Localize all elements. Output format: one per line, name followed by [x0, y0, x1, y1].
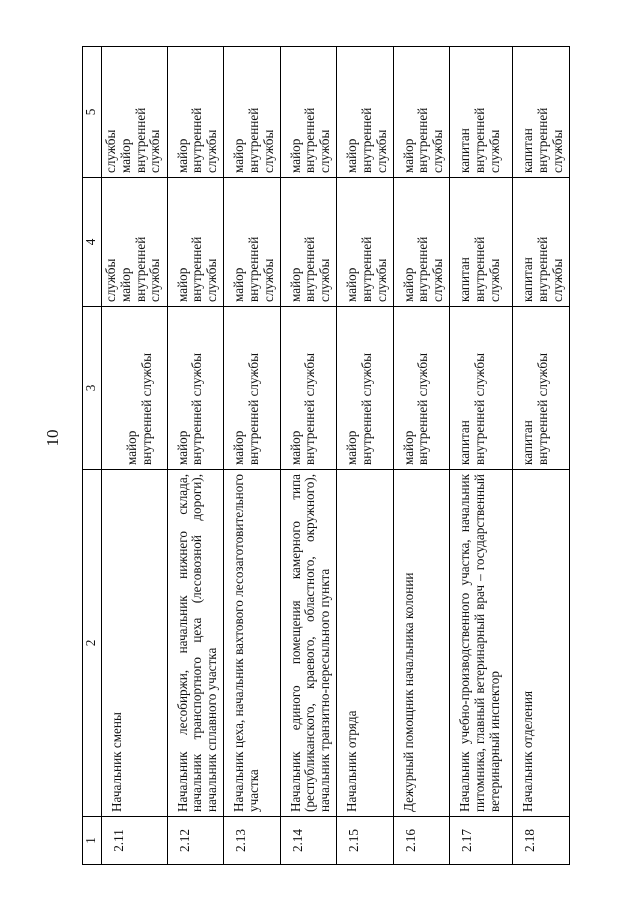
ranks-table: [82, 46, 570, 865]
rank-line: службы: [147, 129, 163, 173]
rank-col-3: [393, 307, 450, 470]
position-name: Начальник единого помещения камерного типа (республиканского, краевого, областного, окружного), начальник транзитно-пересыльного пункта: [280, 470, 337, 817]
rank-col-4: [224, 178, 281, 307]
rank-line: службы: [147, 258, 163, 302]
rank-line: службы: [103, 129, 118, 173]
page-number: 10: [43, 429, 62, 447]
rank-line: службы: [373, 129, 389, 173]
table-row: [513, 47, 570, 865]
table-row: [450, 47, 513, 865]
table-row: [224, 47, 281, 865]
rank-line: службы: [373, 258, 389, 302]
rank-line: майор: [344, 138, 360, 173]
row-number: 2.12: [167, 817, 224, 865]
rank-col-4: [450, 178, 513, 307]
rank-line: внутренней: [189, 236, 205, 302]
table-row: [167, 47, 224, 865]
rank-line: внутренней: [358, 236, 374, 302]
rank-line: внутренней: [415, 107, 431, 173]
rank-line: внутренней службы: [471, 353, 487, 465]
position-name: Дежурный помощник начальника колонии: [393, 470, 450, 817]
rank-line: внутренней: [132, 236, 148, 302]
rank-line: внутренней службы: [245, 353, 261, 465]
header-col-2: 2: [83, 470, 102, 817]
rank-line: внутренней: [471, 107, 487, 173]
rank-col-5: [167, 47, 224, 178]
row-number: 2.16: [393, 817, 450, 865]
rank-line: внутренней службы: [302, 353, 318, 465]
rank-line: майор: [174, 138, 190, 173]
rank-col-5: [513, 47, 570, 178]
rank-col-3: [513, 307, 570, 470]
rank-col-5: [224, 47, 281, 178]
table-header-row: [83, 47, 102, 865]
header-col-4: 4: [83, 178, 102, 307]
rank-line: майор: [123, 430, 139, 465]
rank-col-5: [393, 47, 450, 178]
rank-col-3: [102, 307, 168, 470]
rank-line: службы: [430, 258, 446, 302]
rank-col-4: [102, 178, 168, 307]
position-name: Начальник отделения: [513, 470, 570, 817]
rank-col-3: [450, 307, 513, 470]
table-body: [102, 47, 570, 865]
rank-line: внутренней: [535, 236, 551, 302]
rank-col-5: [102, 47, 168, 178]
rank-line: майор: [344, 430, 360, 465]
header-col-1: 1: [83, 817, 102, 865]
rank-line: капитан: [520, 420, 536, 465]
rank-line: внутренней: [245, 236, 261, 302]
row-number: 2.11: [102, 817, 168, 865]
rank-line: капитан: [457, 257, 473, 302]
rank-line: внутренней: [471, 236, 487, 302]
rank-line: службы: [430, 129, 446, 173]
rank-line: внутренней: [358, 107, 374, 173]
rank-line: внутренней службы: [358, 353, 374, 465]
rank-line: внутренней: [302, 236, 318, 302]
rank-line: [110, 311, 125, 465]
table-row: [280, 47, 337, 865]
rank-col-4: [337, 178, 394, 307]
rank-line: майор: [174, 430, 190, 465]
rank-col-5: [337, 47, 394, 178]
rank-col-5: [280, 47, 337, 178]
rank-line: капитан: [457, 128, 473, 173]
rank-line: службы: [550, 258, 566, 302]
table-row: [102, 47, 168, 865]
position-name: Начальник отряда: [337, 470, 394, 817]
rank-line: внутренней службы: [138, 353, 154, 465]
position-name: Начальник смены: [102, 470, 168, 817]
rank-line: майор: [117, 138, 133, 173]
rank-col-3: [224, 307, 281, 470]
rank-line: внутренней: [189, 107, 205, 173]
position-name: Начальник цеха, начальник вахтового лесозаготовительного участка: [224, 470, 281, 817]
rank-col-4: [513, 178, 570, 307]
row-number: 2.15: [337, 817, 394, 865]
rank-line: майор: [117, 267, 133, 302]
rank-line: службы: [103, 258, 118, 302]
rank-line: внутренней службы: [535, 353, 551, 465]
rank-col-3: [280, 307, 337, 470]
rank-line: майор: [231, 430, 247, 465]
rank-line: внутренней: [245, 107, 261, 173]
row-number: 2.17: [450, 817, 513, 865]
rank-line: капитан: [520, 128, 536, 173]
row-number: 2.18: [513, 817, 570, 865]
row-number: 2.14: [280, 817, 337, 865]
rank-col-3: [167, 307, 224, 470]
rank-line: майор: [231, 267, 247, 302]
position-name: Начальник лесобиржи, начальник нижнего склада, начальник транспортного цеха (лесовозной дороги), начальник сплавного участка: [167, 470, 224, 817]
rank-line: службы: [486, 129, 502, 173]
rank-line: капитан: [520, 257, 536, 302]
row-number: 2.13: [224, 817, 281, 865]
table-row: [337, 47, 394, 865]
rank-line: службы: [260, 129, 276, 173]
rank-line: службы: [317, 258, 333, 302]
rank-col-3: [337, 307, 394, 470]
rank-line: майор: [287, 138, 303, 173]
rank-line: внутренней: [302, 107, 318, 173]
table-row: [393, 47, 450, 865]
rank-col-4: [280, 178, 337, 307]
rank-line: службы: [204, 129, 220, 173]
rank-line: службы: [260, 258, 276, 302]
rank-line: службы: [486, 258, 502, 302]
rank-line: майор: [344, 267, 360, 302]
rank-line: внутренней: [535, 107, 551, 173]
rank-line: внутренней службы: [415, 353, 431, 465]
header-col-5: 5: [83, 47, 102, 178]
rank-line: майор: [174, 267, 190, 302]
rank-line: майор: [287, 430, 303, 465]
rank-line: службы: [204, 258, 220, 302]
rank-line: службы: [550, 129, 566, 173]
rank-col-4: [393, 178, 450, 307]
rank-line: майор: [231, 138, 247, 173]
rank-line: майор: [400, 430, 416, 465]
rank-col-5: [450, 47, 513, 178]
header-col-3: 3: [83, 307, 102, 470]
rank-line: службы: [317, 129, 333, 173]
position-name: Начальник учебно-производственного участка, начальник питомника, главный ветеринарный врач – государственный ветеринарный инспектор: [450, 470, 513, 817]
rank-line: майор: [287, 267, 303, 302]
rank-line: майор: [400, 138, 416, 173]
ranks-table-container: [82, 47, 570, 865]
rank-line: внутренней службы: [189, 353, 205, 465]
rank-col-4: [167, 178, 224, 307]
rank-line: внутренней: [415, 236, 431, 302]
rank-line: капитан: [457, 420, 473, 465]
rank-line: майор: [400, 267, 416, 302]
rank-line: внутренней: [132, 107, 148, 173]
